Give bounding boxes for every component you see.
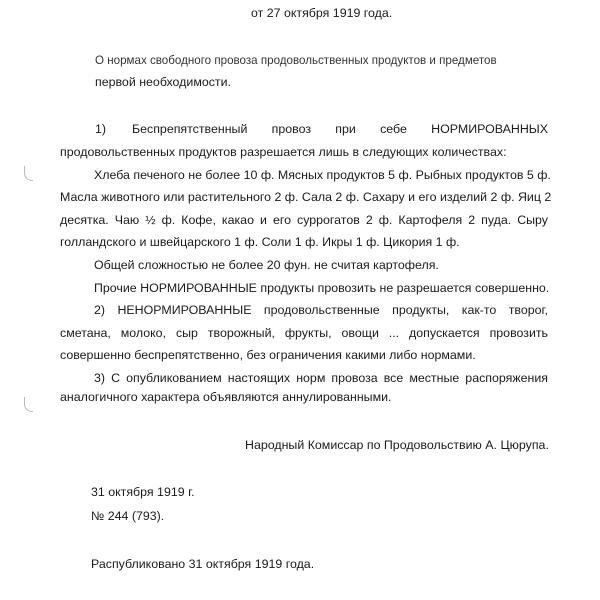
section-2-line-1: 2) НЕНОРМИРОВАННЫЕ продовольственные продукты, как-то творог, [94, 303, 548, 317]
list-line-2: Масла животного или растительного 2 ф. Сала 2 ф. Сахару и его изделий 2 ф. Яиц 2 [60, 190, 552, 204]
title-line-2: первой необходимости. [95, 75, 231, 89]
list-line-3: десятка. Чаю ½ ф. Кофе, какао и его суррогатов 2 ф. Картофеля 2 пуда. Сыру [60, 213, 548, 227]
section-1-number: 1) [95, 122, 107, 136]
list-line-4: голландского и швейцарского 1 ф. Соли 1 ф. Икры 1 ф. Цикория 1 ф. [60, 235, 460, 249]
section-3-line-2: аналогичного характера объявляются аннулированными. [60, 390, 392, 404]
total-line: Общей сложностью не более 20 фун. не считая картофеля. [94, 258, 439, 272]
section-2-line-2: сметана, молоко, сыр творожный, фрукты, овощи ... допускается провозить [60, 326, 548, 340]
date-header: от 27 октября 1919 года. [251, 6, 393, 20]
section-1-line-2: продовольственных продуктов разрешается лишь в следующих количествах: [60, 145, 507, 159]
signature: Народный Комиссар по Продовольствию А. Цюрупа. [245, 438, 549, 452]
published-line: Распубликовано 31 октября 1919 года. [91, 557, 315, 571]
scan-margin-mark [24, 397, 33, 412]
scan-margin-mark [24, 166, 33, 181]
list-line-1: Хлеба печеного не более 10 ф. Мясных продуктов 5 ф. Рыбных продуктов 5 ф. [94, 168, 551, 182]
other-products-line: Прочие НОРМИРОВАННЫЕ продукты провозить не разрешается совершенно. [94, 281, 550, 295]
section-3-line-1: 3) С опубликованием настоящих норм провоза все местные распоряжения [94, 371, 548, 385]
issue-number: № 244 (793). [91, 509, 165, 523]
title-line-1: О нормах свободного провоза продовольственных продуктов и предметов [95, 54, 497, 67]
issue-date: 31 октября 1919 г. [91, 485, 195, 499]
section-1-line-1: Беспрепятственный провоз при себе НОРМИРОВАННЫХ [132, 122, 548, 136]
section-2-line-3: совершенно беспрепятственно, без ограничения какими либо нормами. [60, 348, 476, 362]
